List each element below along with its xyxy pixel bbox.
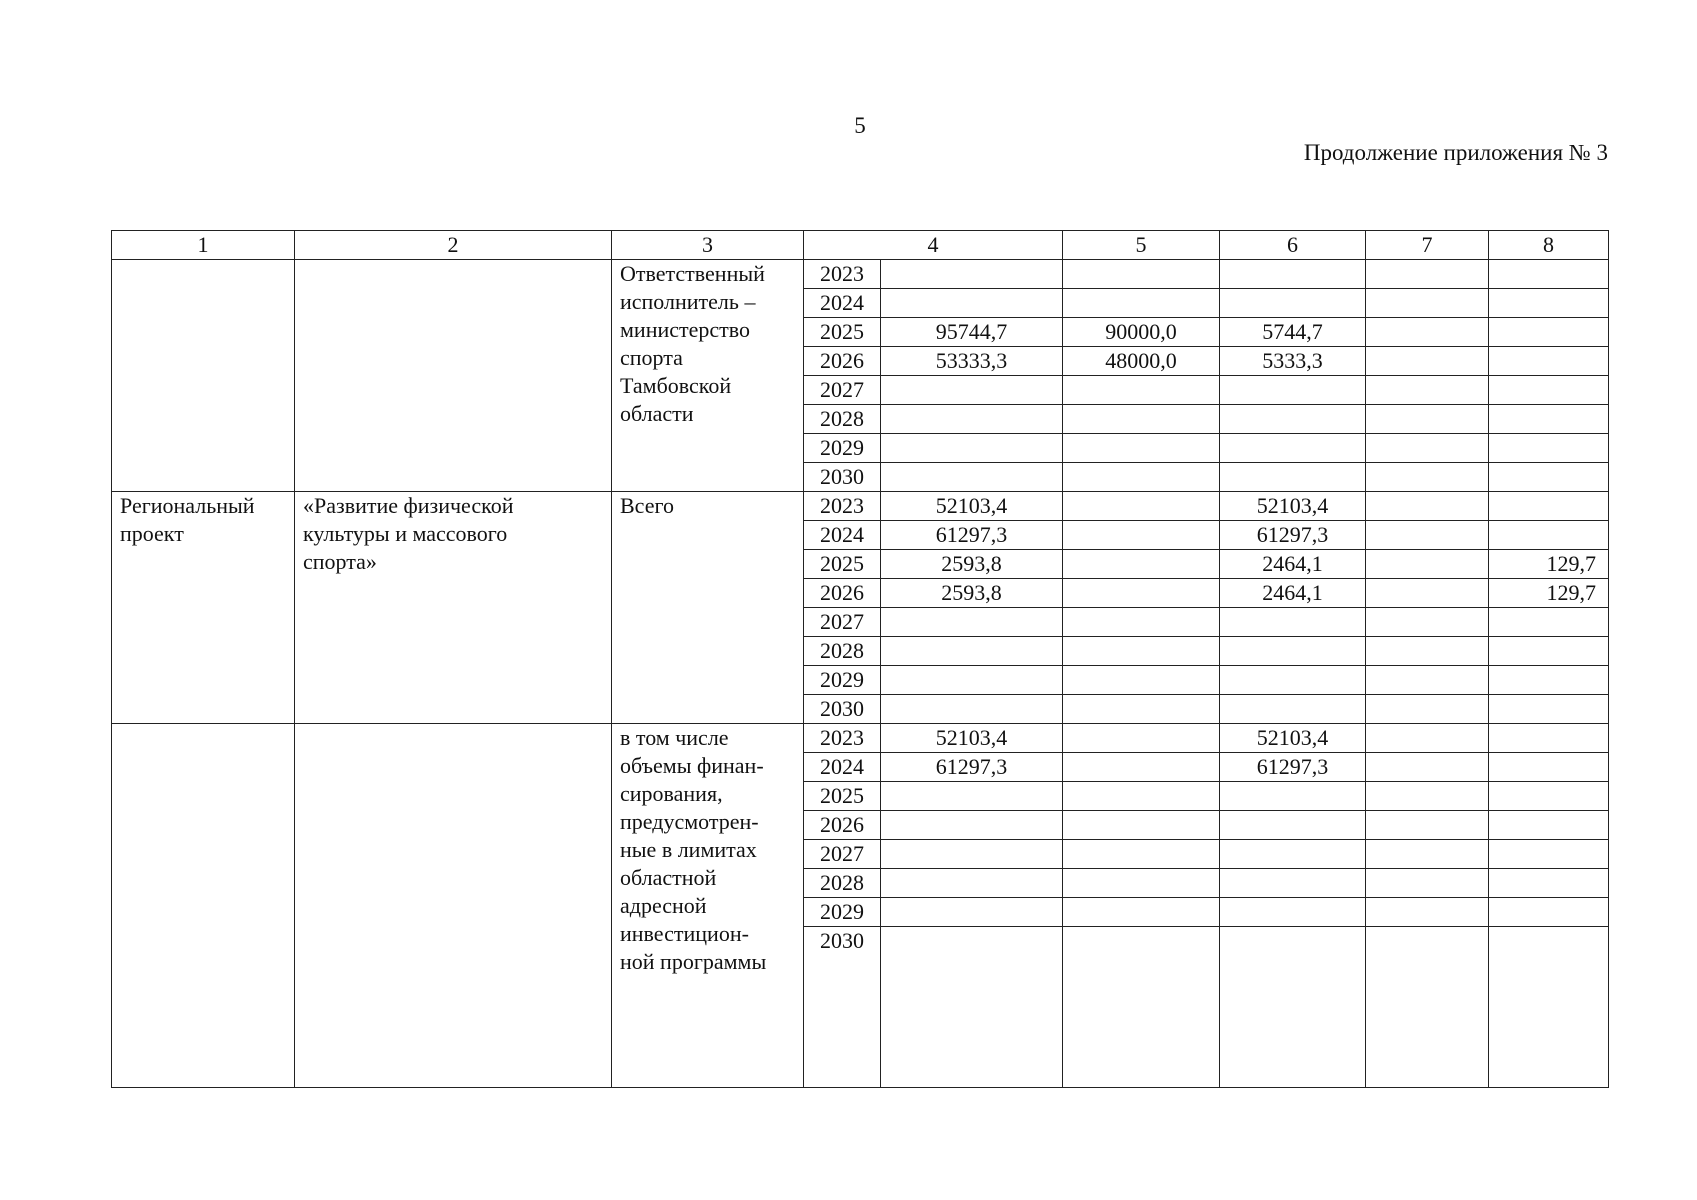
- funding-source-line: инвестицион-: [620, 921, 749, 946]
- amount-cell-4: [881, 608, 1063, 637]
- year-cell: 2024: [804, 753, 881, 782]
- amount-cell-4: [881, 405, 1063, 434]
- amount-cell-8: [1489, 289, 1609, 318]
- amount-cell-7: [1366, 898, 1489, 927]
- amount-cell-6: [1220, 927, 1366, 1088]
- amount-cell-5: [1063, 869, 1220, 898]
- year-cell: 2028: [804, 405, 881, 434]
- header-cell: 2: [295, 231, 612, 260]
- year-cell: 2027: [804, 376, 881, 405]
- amount-cell-6: [1220, 376, 1366, 405]
- amount-cell-4: [881, 376, 1063, 405]
- amount-cell-5: [1063, 521, 1220, 550]
- amount-cell-8: [1489, 463, 1609, 492]
- year-cell: 2026: [804, 347, 881, 376]
- amount-cell-7: [1366, 318, 1489, 347]
- amount-cell-7: [1366, 492, 1489, 521]
- amount-cell-6: 2464,1: [1220, 579, 1366, 608]
- funding-source-cell: [612, 724, 804, 1088]
- amount-cell-7: [1366, 782, 1489, 811]
- year-cell: 2025: [804, 550, 881, 579]
- amount-cell-6: [1220, 608, 1366, 637]
- amount-cell-7: [1366, 840, 1489, 869]
- page-number: 5: [854, 113, 866, 138]
- funding-source-cell: [612, 260, 804, 492]
- amount-cell-5: [1063, 724, 1220, 753]
- year-cell: 2023: [804, 724, 881, 753]
- amount-cell-5: [1063, 405, 1220, 434]
- section-type-line: Региональный: [120, 493, 255, 518]
- header-cell: 6: [1220, 231, 1366, 260]
- amount-cell-4: 61297,3: [881, 753, 1063, 782]
- amount-cell-6: [1220, 840, 1366, 869]
- amount-cell-5: [1063, 782, 1220, 811]
- amount-cell-7: [1366, 550, 1489, 579]
- year-cell: 2023: [804, 492, 881, 521]
- amount-cell-7: [1366, 347, 1489, 376]
- amount-cell-4: 53333,3: [881, 347, 1063, 376]
- amount-cell-4: [881, 811, 1063, 840]
- year-cell: 2027: [804, 840, 881, 869]
- funding-source-cell: [612, 492, 804, 724]
- amount-cell-8: [1489, 869, 1609, 898]
- amount-cell-8: [1489, 637, 1609, 666]
- amount-cell-8: [1489, 608, 1609, 637]
- amount-cell-6: [1220, 898, 1366, 927]
- year-cell: 2030: [804, 927, 881, 1088]
- year-cell: 2028: [804, 637, 881, 666]
- amount-cell-8: [1489, 521, 1609, 550]
- amount-cell-5: [1063, 898, 1220, 927]
- year-cell: 2025: [804, 782, 881, 811]
- amount-cell-5: [1063, 695, 1220, 724]
- amount-cell-4: [881, 927, 1063, 1088]
- amount-cell-5: [1063, 927, 1220, 1088]
- amount-cell-7: [1366, 376, 1489, 405]
- header-cell: 4: [804, 231, 1063, 260]
- funding-source-line: области: [620, 401, 694, 426]
- amount-cell-8: 129,7: [1489, 579, 1609, 608]
- amount-cell-8: [1489, 347, 1609, 376]
- amount-cell-4: 52103,4: [881, 724, 1063, 753]
- year-cell: 2025: [804, 318, 881, 347]
- section-type-cell: [112, 260, 295, 492]
- year-cell: 2026: [804, 579, 881, 608]
- amount-cell-5: 90000,0: [1063, 318, 1220, 347]
- amount-cell-8: [1489, 811, 1609, 840]
- amount-cell-6: [1220, 695, 1366, 724]
- amount-cell-4: [881, 637, 1063, 666]
- amount-cell-8: [1489, 318, 1609, 347]
- funding-source-line: Тамбовской: [620, 373, 732, 398]
- amount-cell-8: [1489, 434, 1609, 463]
- project-name-line: спорта»: [303, 549, 377, 574]
- header-cell: 8: [1489, 231, 1609, 260]
- year-cell: 2029: [804, 666, 881, 695]
- amount-cell-7: [1366, 637, 1489, 666]
- funding-source-line: сирования,: [620, 781, 723, 806]
- amount-cell-5: [1063, 637, 1220, 666]
- amount-cell-7: [1366, 260, 1489, 289]
- funding-source-line: ной программы: [620, 949, 767, 974]
- amount-cell-7: [1366, 666, 1489, 695]
- appendix-continuation-note: Продолжение приложения № 3: [1303, 140, 1608, 165]
- amount-cell-5: [1063, 579, 1220, 608]
- amount-cell-8: [1489, 492, 1609, 521]
- amount-cell-5: [1063, 289, 1220, 318]
- amount-cell-7: [1366, 753, 1489, 782]
- funding-source-line: исполнитель –: [620, 289, 756, 314]
- amount-cell-8: [1489, 405, 1609, 434]
- year-cell: 2027: [804, 608, 881, 637]
- year-cell: 2026: [804, 811, 881, 840]
- amount-cell-4: [881, 840, 1063, 869]
- year-cell: 2029: [804, 434, 881, 463]
- project-name-line: «Развитие физической: [303, 493, 514, 518]
- project-name-cell: [295, 260, 612, 492]
- amount-cell-4: [881, 898, 1063, 927]
- amount-cell-7: [1366, 724, 1489, 753]
- amount-cell-6: 5744,7: [1220, 318, 1366, 347]
- amount-cell-4: [881, 695, 1063, 724]
- funding-source-line: Всего: [620, 493, 674, 518]
- amount-cell-8: [1489, 695, 1609, 724]
- amount-cell-8: [1489, 898, 1609, 927]
- amount-cell-5: [1063, 608, 1220, 637]
- amount-cell-7: [1366, 405, 1489, 434]
- amount-cell-6: 5333,3: [1220, 347, 1366, 376]
- amount-cell-8: [1489, 753, 1609, 782]
- amount-cell-4: 2593,8: [881, 550, 1063, 579]
- amount-cell-4: 2593,8: [881, 579, 1063, 608]
- amount-cell-8: [1489, 927, 1609, 1088]
- amount-cell-5: [1063, 840, 1220, 869]
- amount-cell-7: [1366, 289, 1489, 318]
- amount-cell-4: [881, 289, 1063, 318]
- amount-cell-4: [881, 782, 1063, 811]
- year-cell: 2030: [804, 463, 881, 492]
- amount-cell-8: [1489, 260, 1609, 289]
- funding-source-line: областной: [620, 865, 717, 890]
- table-row: [112, 724, 1609, 753]
- amount-cell-8: [1489, 376, 1609, 405]
- table-row: [112, 492, 1609, 521]
- amount-cell-5: [1063, 463, 1220, 492]
- amount-cell-4: 61297,3: [881, 521, 1063, 550]
- amount-cell-6: 52103,4: [1220, 492, 1366, 521]
- amount-cell-5: [1063, 666, 1220, 695]
- amount-cell-6: [1220, 782, 1366, 811]
- funding-source-line: адресной: [620, 893, 707, 918]
- amount-cell-7: [1366, 579, 1489, 608]
- funding-source-line: министерство: [620, 317, 751, 342]
- header-row: [112, 231, 1609, 260]
- amount-cell-7: [1366, 869, 1489, 898]
- amount-cell-8: [1489, 840, 1609, 869]
- amount-cell-7: [1366, 608, 1489, 637]
- amount-cell-7: [1366, 927, 1489, 1088]
- header-cell: 7: [1366, 231, 1489, 260]
- year-cell: 2029: [804, 898, 881, 927]
- amount-cell-7: [1366, 521, 1489, 550]
- year-cell: 2030: [804, 695, 881, 724]
- year-cell: 2024: [804, 289, 881, 318]
- amount-cell-7: [1366, 695, 1489, 724]
- funding-source-line: ные в лимитах: [620, 837, 757, 862]
- amount-cell-6: [1220, 434, 1366, 463]
- amount-cell-6: [1220, 260, 1366, 289]
- amount-cell-4: [881, 869, 1063, 898]
- funding-source-line: объемы финан-: [620, 753, 764, 778]
- funding-source-line: спорта: [620, 345, 683, 370]
- amount-cell-4: [881, 666, 1063, 695]
- header-cell: 5: [1063, 231, 1220, 260]
- amount-cell-5: [1063, 260, 1220, 289]
- project-name-line: культуры и массового: [303, 521, 508, 546]
- amount-cell-6: 61297,3: [1220, 521, 1366, 550]
- section-type-cell: [112, 492, 295, 724]
- amount-cell-6: [1220, 405, 1366, 434]
- financing-table: [111, 230, 1609, 1088]
- table-row: [112, 260, 1609, 289]
- amount-cell-5: [1063, 492, 1220, 521]
- year-cell: 2024: [804, 521, 881, 550]
- amount-cell-8: [1489, 782, 1609, 811]
- amount-cell-6: [1220, 666, 1366, 695]
- project-name-cell: [295, 492, 612, 724]
- amount-cell-4: [881, 260, 1063, 289]
- amount-cell-7: [1366, 434, 1489, 463]
- amount-cell-5: [1063, 434, 1220, 463]
- funding-source-line: Ответственный: [620, 261, 765, 286]
- amount-cell-6: [1220, 289, 1366, 318]
- header-cell: 3: [612, 231, 804, 260]
- amount-cell-6: [1220, 869, 1366, 898]
- amount-cell-8: 129,7: [1489, 550, 1609, 579]
- project-name-cell: [295, 724, 612, 1088]
- section-type-cell: [112, 724, 295, 1088]
- funding-source-line: в том числе: [620, 725, 729, 750]
- amount-cell-6: [1220, 463, 1366, 492]
- amount-cell-5: [1063, 550, 1220, 579]
- amount-cell-8: [1489, 666, 1609, 695]
- amount-cell-7: [1366, 811, 1489, 840]
- amount-cell-4: 52103,4: [881, 492, 1063, 521]
- amount-cell-6: 52103,4: [1220, 724, 1366, 753]
- amount-cell-6: 61297,3: [1220, 753, 1366, 782]
- year-cell: 2028: [804, 869, 881, 898]
- amount-cell-6: 2464,1: [1220, 550, 1366, 579]
- amount-cell-5: [1063, 753, 1220, 782]
- amount-cell-4: [881, 463, 1063, 492]
- header-cell: 1: [112, 231, 295, 260]
- section-type-line: проект: [120, 521, 184, 546]
- amount-cell-4: [881, 434, 1063, 463]
- funding-source-line: предусмотрен-: [620, 809, 759, 834]
- amount-cell-5: [1063, 811, 1220, 840]
- amount-cell-8: [1489, 724, 1609, 753]
- amount-cell-5: 48000,0: [1063, 347, 1220, 376]
- amount-cell-4: 95744,7: [881, 318, 1063, 347]
- amount-cell-6: [1220, 637, 1366, 666]
- amount-cell-7: [1366, 463, 1489, 492]
- amount-cell-6: [1220, 811, 1366, 840]
- amount-cell-5: [1063, 376, 1220, 405]
- year-cell: 2023: [804, 260, 881, 289]
